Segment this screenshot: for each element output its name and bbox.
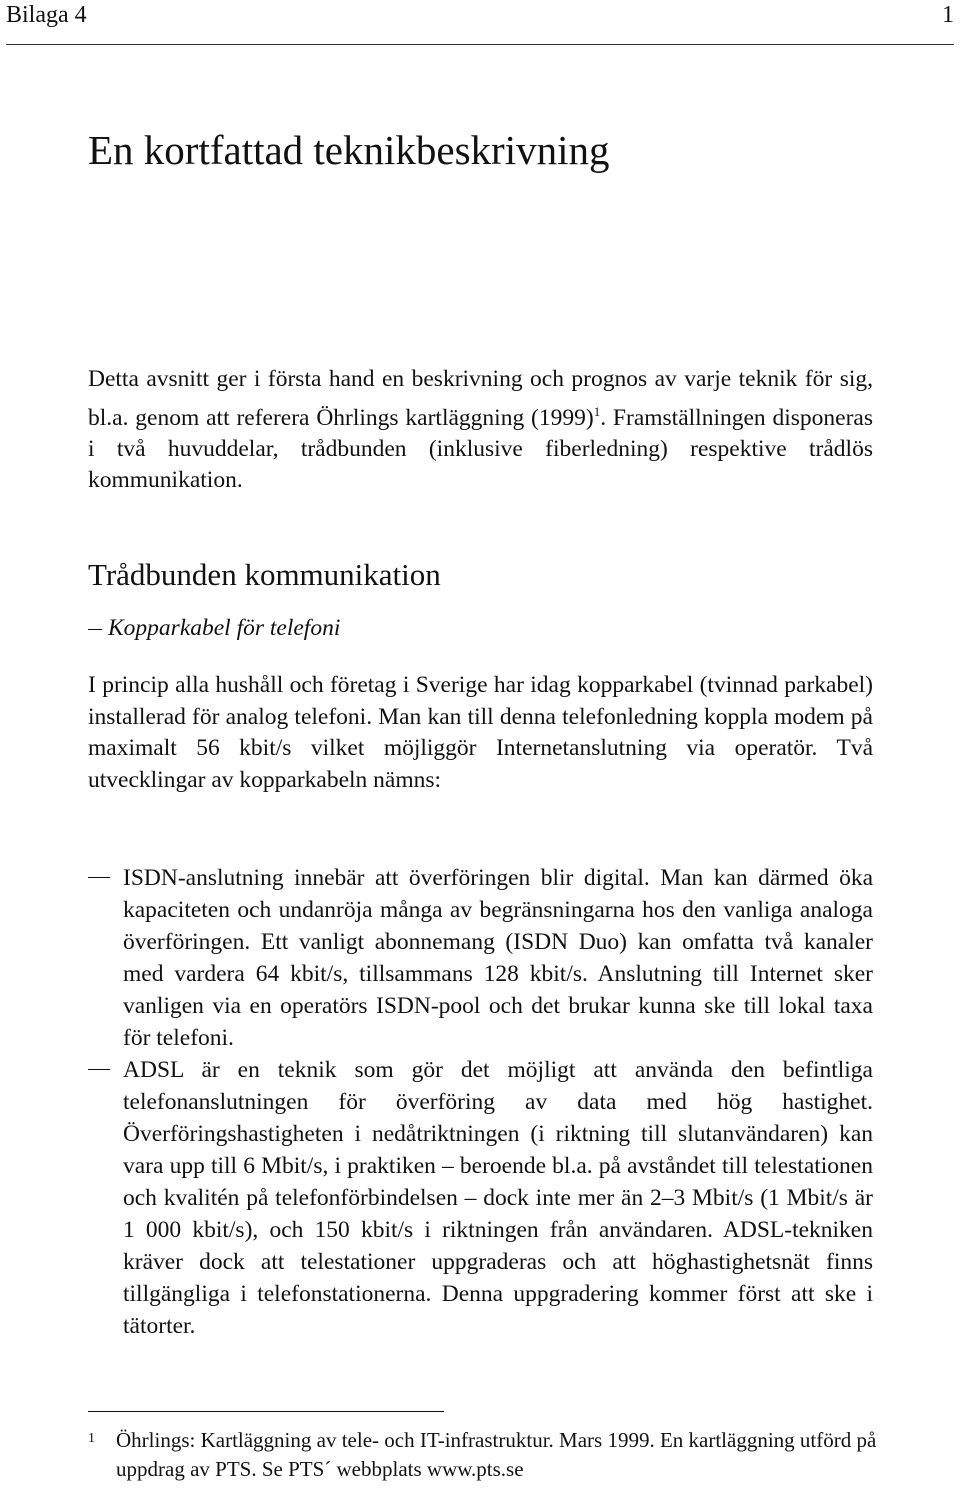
- intro-text: Detta avsnitt ger i första hand en beskrivning och prognos av varje teknik för sig, bl.a. genom att referera Öhrlings kartläggning (1999): [88, 366, 873, 431]
- footnote-separator: [88, 1411, 444, 1412]
- bullet-list: [88, 862, 873, 1342]
- list-item: [88, 862, 873, 1054]
- page-number: 1: [942, 2, 954, 28]
- intro-text-continued: . Framställningen disponeras i två huvuddelar, trådbunden (inklusive fiberledning) respektive trådlös kommunikation.: [88, 404, 874, 494]
- page-title: En kortfattad teknikbeskrivning: [88, 127, 610, 173]
- subsection-heading-text: Kopparkabel för telefoni: [108, 615, 341, 641]
- intro-paragraph: [88, 364, 873, 497]
- subsection-heading: [88, 615, 340, 642]
- dash-bullet-icon: [88, 877, 110, 878]
- page-header: [6, 0, 954, 45]
- footnote-text: Öhrlings: Kartläggning av tele- och IT-infrastruktur. Mars 1999. En kartläggning utförd på uppdrag av PTS. Se PTS´ webbplats www.pts.se: [116, 1428, 877, 1481]
- footnote-reference: 1: [593, 403, 601, 419]
- list-item: [88, 1054, 873, 1342]
- dash-bullet-icon: [88, 1069, 110, 1070]
- section-heading: Trådbunden kommunikation: [88, 557, 441, 592]
- header-appendix-label: Bilaga 4: [6, 2, 87, 28]
- body-paragraph: I princip alla hushåll och företag i Sverige har idag kopparkabel (tvinnad parkabel) installerad för analog telefoni. Man kan till denna telefonledning koppla modem på maximalt 56 kbit/s vilket möjliggör Internetanslutning via operatör. Två utvecklingar av kopparkabeln nämns:: [88, 672, 873, 793]
- list-item-text: ADSL är en teknik som gör det möjligt att använda den befintliga telefonanslutningen för överföring av data med hög hastighet. Överföringshastigheten i nedåtriktningen (i riktning till slutanvändaren) kan vara upp till 6 Mbit/s, i praktiken – beroende bl.a. på avståndet till telestationen och kvalitén på telefonförbindelsen – dock inte mer än 2–3 Mbit/s (1 Mbit/s är 1 000 kbit/s), och 150 kbit/s i riktningen från användaren. ADSL-tekniken kräver dock att telestationer uppgraderas och att höghastighetsnät finns tillgängliga i telefonstationerna. Denna uppgradering kommer först att ske i tätorter.: [123, 1057, 873, 1339]
- footnote-number: 1: [88, 1431, 95, 1446]
- dash-icon: [88, 629, 102, 630]
- list-item-text: ISDN-anslutning innebär att överföringen blir digital. Man kan därmed öka kapaciteten och undanröja många av begränsningarna hos den vanliga analoga överföringen. Ett vanligt abonnemang (ISDN Duo) kan omfatta två kanaler med vardera 64 kbit/s, tillsammans 128 kbit/s. Anslutning till Internet sker vanligen via en operatörs ISDN-pool och det brukar kunna ske till lokal taxa för telefoni.: [123, 865, 873, 1051]
